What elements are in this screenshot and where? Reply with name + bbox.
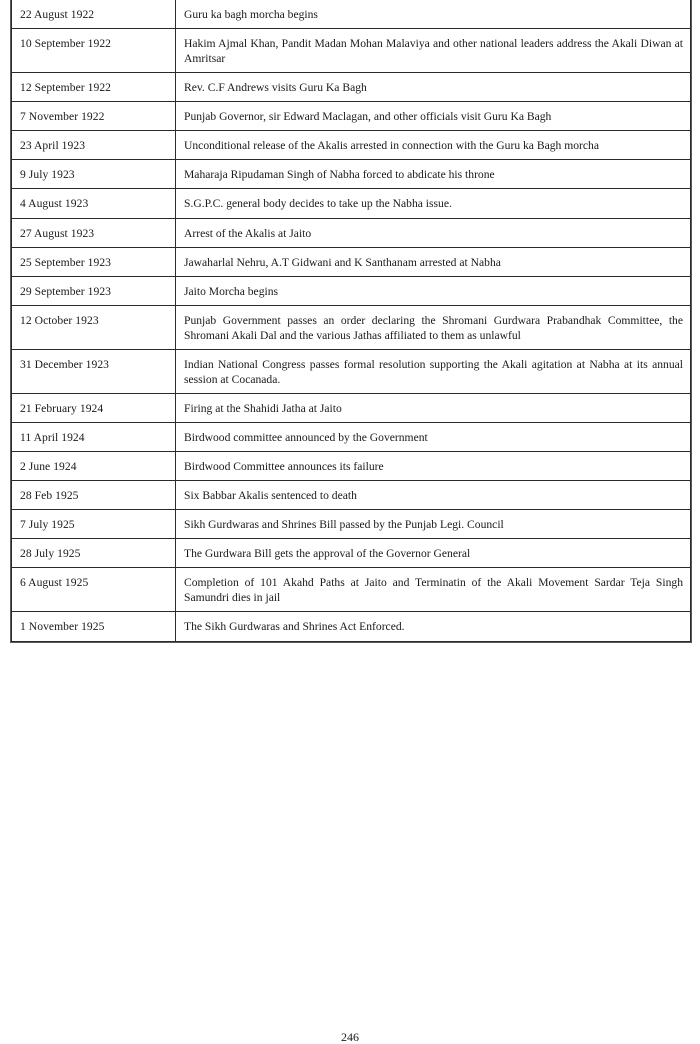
table-row (12, 481, 691, 510)
table-row (12, 73, 691, 102)
event-date-cell: 22 August 1922 (12, 0, 176, 29)
event-description-cell: Indian National Congress passes formal resolution supporting the Akali agitation at Nabha at its annual session at Cocanada. (176, 349, 691, 393)
event-description-cell: Maharaja Ripudaman Singh of Nabha forced to abdicate his throne (176, 160, 691, 189)
event-description-cell: Six Babbar Akalis sentenced to death (176, 481, 691, 510)
event-description-cell: Rev. C.F Andrews visits Guru Ka Bagh (176, 73, 691, 102)
table-row (12, 393, 691, 422)
table-row (12, 612, 691, 641)
chronology-table (11, 0, 691, 642)
event-date-cell: 12 September 1922 (12, 73, 176, 102)
event-date-cell: 31 December 1923 (12, 349, 176, 393)
event-date-cell: 4 August 1923 (12, 189, 176, 218)
event-date-cell: 25 September 1923 (12, 247, 176, 276)
event-description-cell: Punjab Government passes an order declaring the Shromani Gurdwara Prabandhak Committee, the Shromani Akali Dal and the various Jathas affiliated to them as unlawful (176, 305, 691, 349)
event-date-cell: 11 April 1924 (12, 423, 176, 452)
event-description-cell: The Gurdwara Bill gets the approval of the Governor General (176, 539, 691, 568)
table-row (12, 539, 691, 568)
event-date-cell: 6 August 1925 (12, 568, 176, 612)
event-description-cell: Sikh Gurdwaras and Shrines Bill passed by the Punjab Legi. Council (176, 510, 691, 539)
table-row (12, 247, 691, 276)
table-row (12, 102, 691, 131)
event-description-cell: S.G.P.C. general body decides to take up the Nabha issue. (176, 189, 691, 218)
event-description-cell: The Sikh Gurdwaras and Shrines Act Enforced. (176, 612, 691, 641)
table-row (12, 568, 691, 612)
event-date-cell: 2 June 1924 (12, 452, 176, 481)
event-date-cell: 10 September 1922 (12, 29, 176, 73)
event-description-cell: Birdwood Committee announces its failure (176, 452, 691, 481)
event-description-cell: Completion of 101 Akahd Paths at Jaito and Terminatin of the Akali Movement Sardar Teja Singh Samundri dies in jail (176, 568, 691, 612)
event-date-cell: 28 July 1925 (12, 539, 176, 568)
event-description-cell: Unconditional release of the Akalis arrested in connection with the Guru ka Bagh morcha (176, 131, 691, 160)
table-row (12, 305, 691, 349)
event-description-cell: Jaito Morcha begins (176, 276, 691, 305)
event-date-cell: 28 Feb 1925 (12, 481, 176, 510)
event-description-cell: Arrest of the Akalis at Jaito (176, 218, 691, 247)
table-row (12, 276, 691, 305)
event-description-cell: Punjab Governor, sir Edward Maclagan, and other officials visit Guru Ka Bagh (176, 102, 691, 131)
table-row (12, 423, 691, 452)
table-row (12, 349, 691, 393)
event-description-cell: Birdwood committee announced by the Government (176, 423, 691, 452)
page-folio: 246 (341, 1030, 359, 1044)
event-description-cell: Firing at the Shahidi Jatha at Jaito (176, 393, 691, 422)
event-description-cell: Guru ka bagh morcha begins (176, 0, 691, 29)
event-date-cell: 23 April 1923 (12, 131, 176, 160)
event-date-cell: 21 February 1924 (12, 393, 176, 422)
event-date-cell: 1 November 1925 (12, 612, 176, 641)
table-row (12, 131, 691, 160)
event-description-cell: Jawaharlal Nehru, A.T Gidwani and K Santhanam arrested at Nabha (176, 247, 691, 276)
table-row (12, 510, 691, 539)
event-date-cell: 27 August 1923 (12, 218, 176, 247)
table-row (12, 218, 691, 247)
table-row (12, 29, 691, 73)
event-date-cell: 29 September 1923 (12, 276, 176, 305)
table-row (12, 452, 691, 481)
event-date-cell: 7 November 1922 (12, 102, 176, 131)
event-date-cell: 12 October 1923 (12, 305, 176, 349)
event-description-cell: Hakim Ajmal Khan, Pandit Madan Mohan Malaviya and other national leaders address the Akali Diwan at Amritsar (176, 29, 691, 73)
table-body (12, 0, 691, 641)
table-row (12, 0, 691, 29)
event-date-cell: 9 July 1923 (12, 160, 176, 189)
table-row (12, 189, 691, 218)
table-row (12, 160, 691, 189)
event-date-cell: 7 July 1925 (12, 510, 176, 539)
